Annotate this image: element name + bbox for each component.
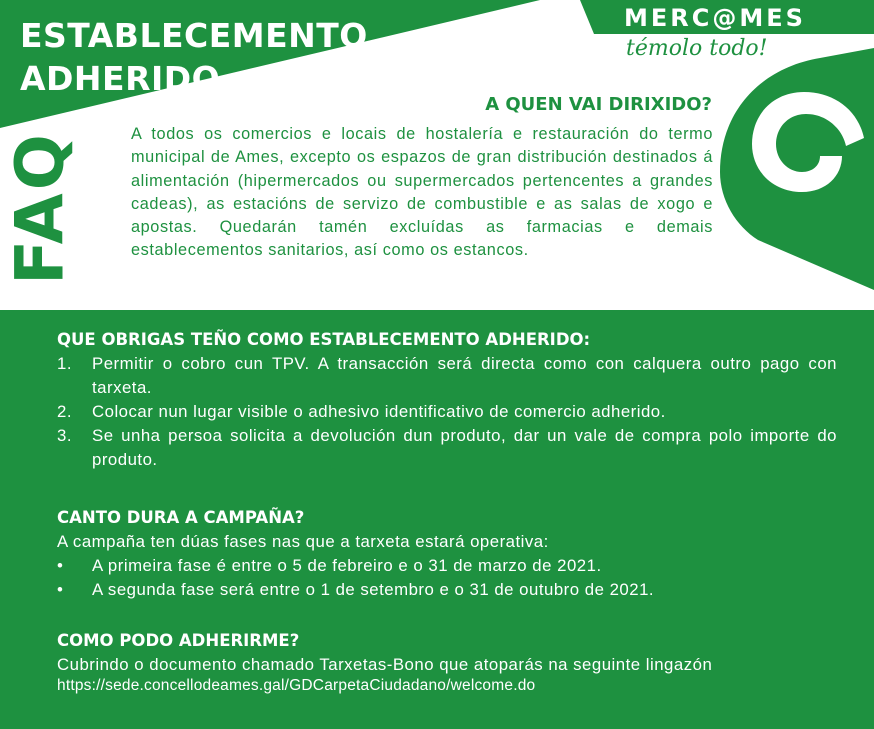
list-item-text: Permitir o cobro cun TPV. A transacción será directa como con calquera outro pago con tarxeta. <box>92 354 837 397</box>
list-marker: • <box>57 580 64 599</box>
brand-logo: MERC@MES <box>624 4 806 32</box>
section-duration <box>57 508 837 602</box>
title-line-1: ESTABLECEMENTO <box>20 16 368 55</box>
list-item-text: A segunda fase será entre o 1 de setembro e o 31 de outubro de 2021. <box>92 580 655 599</box>
list-item <box>57 554 837 578</box>
list-item-text: Colocar nun lugar visible o adhesivo identificativo de comercio adherido. <box>92 402 666 421</box>
title-line-2: ADHERIDO <box>20 59 221 98</box>
list-item-text: Se unha persoa solicita a devolución dun produto, dar un vale de compra polo importe do produto. <box>92 426 837 469</box>
duration-list <box>57 554 837 602</box>
duration-intro: A campaña ten dúas fases nas que a tarxeta estará operativa: <box>57 532 549 551</box>
list-marker: 3. <box>57 426 72 445</box>
page-title <box>20 14 368 100</box>
location-pin-icon <box>720 48 874 290</box>
question-who: A QUEN VAI DIRIXIDO? <box>485 94 712 115</box>
list-marker: • <box>57 556 64 575</box>
faq-side-label: FAQ <box>1 131 79 285</box>
list-item <box>57 400 837 424</box>
section-join <box>57 631 837 695</box>
registration-link[interactable]: https://sede.concellodeames.gal/GDCarpetaCiudadano/welcome.do <box>57 677 536 694</box>
question-obligations: QUE OBRIGAS TEÑO COMO ESTABLECEMENTO ADHERIDO: <box>57 330 591 349</box>
section-obligations <box>57 330 837 472</box>
answer-who: A todos os comercios e locais de hostalería e restauración do termo municipal de Ames, excepto os espazos de gran distribución destinados á alimentación (hipermercados ou supermercados pertencentes a grandes cadeas), as estacións de servizo de combustible e as salas de xogo e apostas. Quedarán tamén excluídas as farmacias e demais establecementos sanitarios, así como os estancos. <box>131 125 713 260</box>
list-item <box>57 352 837 400</box>
join-intro: Cubrindo o documento chamado Tarxetas-Bono que atoparás na seguinte lingazón <box>57 655 713 674</box>
question-join: COMO PODO ADHERIRME? <box>57 631 300 650</box>
list-item <box>57 424 837 472</box>
list-item <box>57 578 837 602</box>
brand-tagline: témolo todo! <box>626 36 768 61</box>
list-marker: 2. <box>57 402 72 421</box>
list-item-text: A primeira fase é entre o 5 de febreiro e o 31 de marzo de 2021. <box>92 556 602 575</box>
obligations-list <box>57 352 837 472</box>
question-duration: CANTO DURA A CAMPAÑA? <box>57 508 305 527</box>
list-marker: 1. <box>57 354 72 373</box>
